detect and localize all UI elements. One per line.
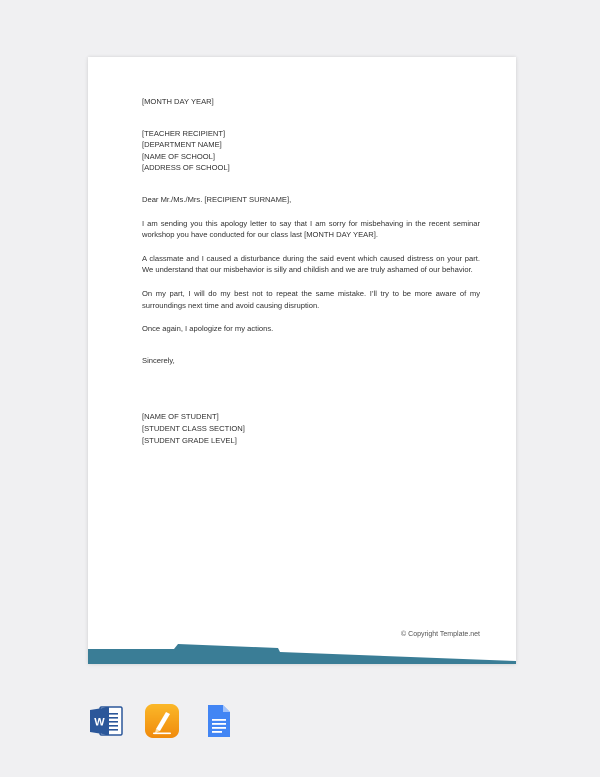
signature-grade-level: [STUDENT GRADE LEVEL] [142,435,237,445]
google-docs-icon[interactable] [200,703,236,739]
recipient-teacher: [TEACHER RECIPIENT] [142,128,226,138]
paragraph-incident: A classmate and I caused a disturbance during the said event which caused distress on your part. We understand that our misbehavior is silly and childish and we are truly ashamed of our behavior. [142,253,480,275]
closing: Sincerely, [142,355,175,365]
svg-text:W: W [94,716,105,729]
word-icon[interactable] [88,703,124,739]
paragraph-promise: On my part, I will do my best not to repeat the same mistake. I’ll try to be more aware of my surroundings next time and avoid causing disruption. [142,288,480,310]
recipient-address: [ADDRESS OF SCHOOL] [142,163,230,173]
recipient-school: [NAME OF SCHOOL] [142,151,215,161]
paragraph-apology: I am sending you this apology letter to say that I am sorry for misbehaving in the recent seminar workshop you have conducted for our class last [MONTH DAY YEAR]. [142,218,480,240]
copyright-text: © Copyright Template.net [401,631,480,638]
footer-band-shape [88,644,516,664]
pages-icon[interactable] [144,703,180,739]
recipient-department: [DEPARTMENT NAME] [142,140,222,150]
signature-class-section: [STUDENT CLASS SECTION] [142,423,245,433]
signature-student-name: [NAME OF STUDENT] [142,412,219,422]
salutation: Dear Mr./Ms./Mrs. [RECIPIENT SURNAME], [142,194,292,204]
paragraph-closing-apology: Once again, I apologize for my actions. [142,324,274,334]
letter-date: [MONTH DAY YEAR] [142,97,214,106]
footer-decorative-band [88,644,516,664]
letter-body [142,96,480,446]
document-page [88,57,516,664]
